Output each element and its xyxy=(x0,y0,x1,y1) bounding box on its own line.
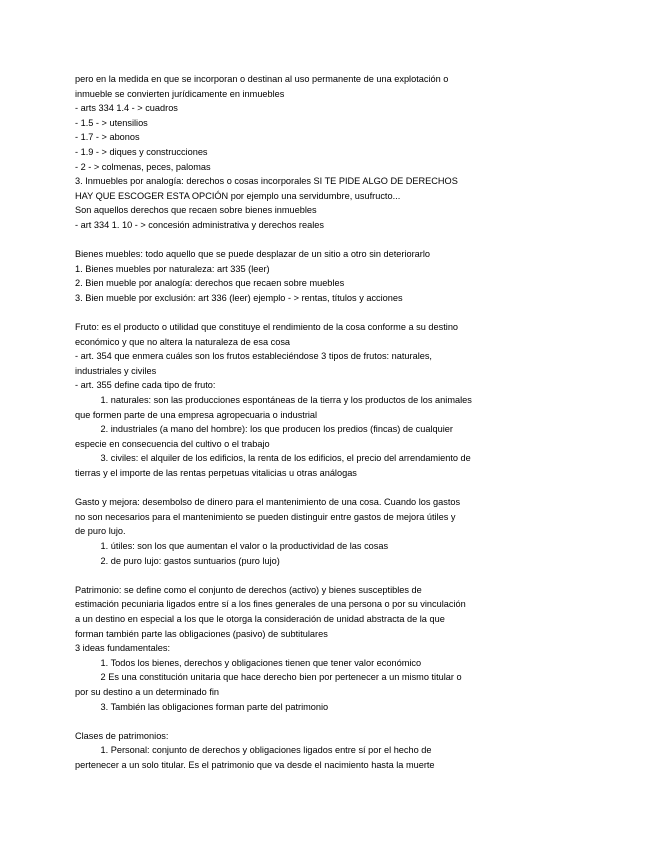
text-line: tierras y el importe de las rentas perpetuas vitalicias u otras análogas xyxy=(75,468,357,479)
text-line: 2 Es una constitución unitaria que hace derecho bien por pertenecer a un mismo titular o xyxy=(75,672,462,683)
text-line: pero en la medida en que se incorporan o destinan al uso permanente de una explotación o xyxy=(75,74,449,84)
text-line: 1. Personal: conjunto de derechos y obligaciones ligados entre sí por el hecho de xyxy=(75,745,432,756)
paragraph-block xyxy=(75,320,593,481)
text-line: industriales y civiles xyxy=(75,365,157,376)
text-line: no son necesarios para el mantenimiento se pueden distinguir entre gastos de mejora útiles y xyxy=(75,511,456,522)
paragraph-block xyxy=(75,72,593,233)
text-line: 1. Bienes muebles por naturaleza: art 335 (leer) xyxy=(75,263,270,274)
text-line: Son aquellos derechos que recaen sobre bienes inmuebles xyxy=(75,205,317,216)
text-line: 1. útiles: son los que aumentan el valor o la productividad de las cosas xyxy=(75,541,389,551)
text-line: Gasto y mejora: desembolso de dinero para el mantenimiento de una cosa. Cuando los gastos xyxy=(75,497,461,508)
text-line: económico y que no altera la naturaleza de esa cosa xyxy=(75,336,291,347)
text-line: 3 ideas fundamentales: xyxy=(75,643,171,654)
text-line: HAY QUE ESCOGER ESTA OPCIÓN por ejemplo una servidumbre, usufructo... xyxy=(75,190,401,201)
text-line: 1. Todos los bienes, derechos y obligaciones tienen que tener valor económico xyxy=(75,657,422,668)
text-line: 2. Bien mueble por analogía: derechos que recaen sobre muebles xyxy=(75,278,345,289)
paragraph-spacer xyxy=(75,233,593,248)
paragraph-block xyxy=(75,729,593,773)
paragraph-spacer xyxy=(75,481,593,496)
text-line: - art. 355 define cada tipo de fruto: xyxy=(75,380,216,391)
text-line: inmueble se convierten jurídicamente en inmuebles xyxy=(75,88,285,99)
paragraph-spacer xyxy=(75,714,593,729)
text-line: forman también parte las obligaciones (pasivo) de subtitulares xyxy=(75,628,328,639)
text-line: a un destino en especial a los que le otorga la consideración de unidad abstracta de la que xyxy=(75,613,445,624)
text-line: Patrimonio: se define como el conjunto de derechos (activo) y bienes susceptibles de xyxy=(75,584,422,595)
text-line: Fruto: es el producto o utilidad que constituye el rendimiento de la cosa conforme a su destino xyxy=(75,322,459,333)
text-line: - art 334 1. 10 - > concesión administrativa y derechos reales xyxy=(75,219,324,230)
text-line: - 1.5 - > utensilios xyxy=(75,117,148,128)
paragraph-spacer xyxy=(75,568,593,583)
text-line: de puro lujo. xyxy=(75,526,126,537)
text-line: - 2 - > colmenas, peces, palomas xyxy=(75,161,211,172)
text-line: Clases de patrimonios: xyxy=(75,730,169,741)
text-line: - 1.9 - > diques y construcciones xyxy=(75,146,208,157)
text-line: por su destino a un determinado fin xyxy=(75,686,220,697)
text-line: 3. Inmuebles por analogía: derechos o cosas incorporales SI TE PIDE ALGO DE DERECHOS xyxy=(75,176,458,187)
text-line: - art. 354 que enmera cuáles son los frutos estableciéndose 3 tipos de frutos: naturales, xyxy=(75,351,432,362)
text-line: - 1.7 - > abonos xyxy=(75,132,140,143)
text-line: 2. industriales (a mano del hombre): los que producen los predios (fincas) de cualquier xyxy=(75,424,453,435)
text-line: especie en consecuencia del cultivo o el trabajo xyxy=(75,438,270,449)
text-line: pertenecer a un solo titular. Es el patrimonio que va desde el nacimiento hasta la muerte xyxy=(75,759,435,770)
paragraph-spacer xyxy=(75,306,593,321)
document-text-body xyxy=(75,72,593,773)
paragraph-block xyxy=(75,583,593,714)
text-line: 3. civiles: el alquiler de los edificios, la renta de los edificios, el precio del arrendamiento de xyxy=(75,453,471,464)
text-line: 2. de puro lujo: gastos suntuarios (puro lujo) xyxy=(75,555,280,566)
paragraph-block xyxy=(75,495,593,568)
text-line: que formen parte de una empresa agropecuaria o industrial xyxy=(75,409,318,420)
text-line: 3. Bien mueble por exclusión: art 336 (leer) ejemplo - > rentas, títulos y acciones xyxy=(75,292,403,303)
text-line: Bienes muebles: todo aquello que se puede desplazar de un sitio a otro sin deteriorarlo xyxy=(75,249,430,260)
text-line: - arts 334 1.4 - > cuadros xyxy=(75,103,178,114)
text-line: 3. También las obligaciones forman parte del patrimonio xyxy=(75,701,329,712)
text-line: 1. naturales: son las producciones espontáneas de la tierra y los productos de los animales xyxy=(75,395,472,406)
paragraph-block xyxy=(75,247,593,305)
text-line: estimación pecuniaria ligados entre sí a los fines generales de una persona o por su vinculación xyxy=(75,599,466,610)
